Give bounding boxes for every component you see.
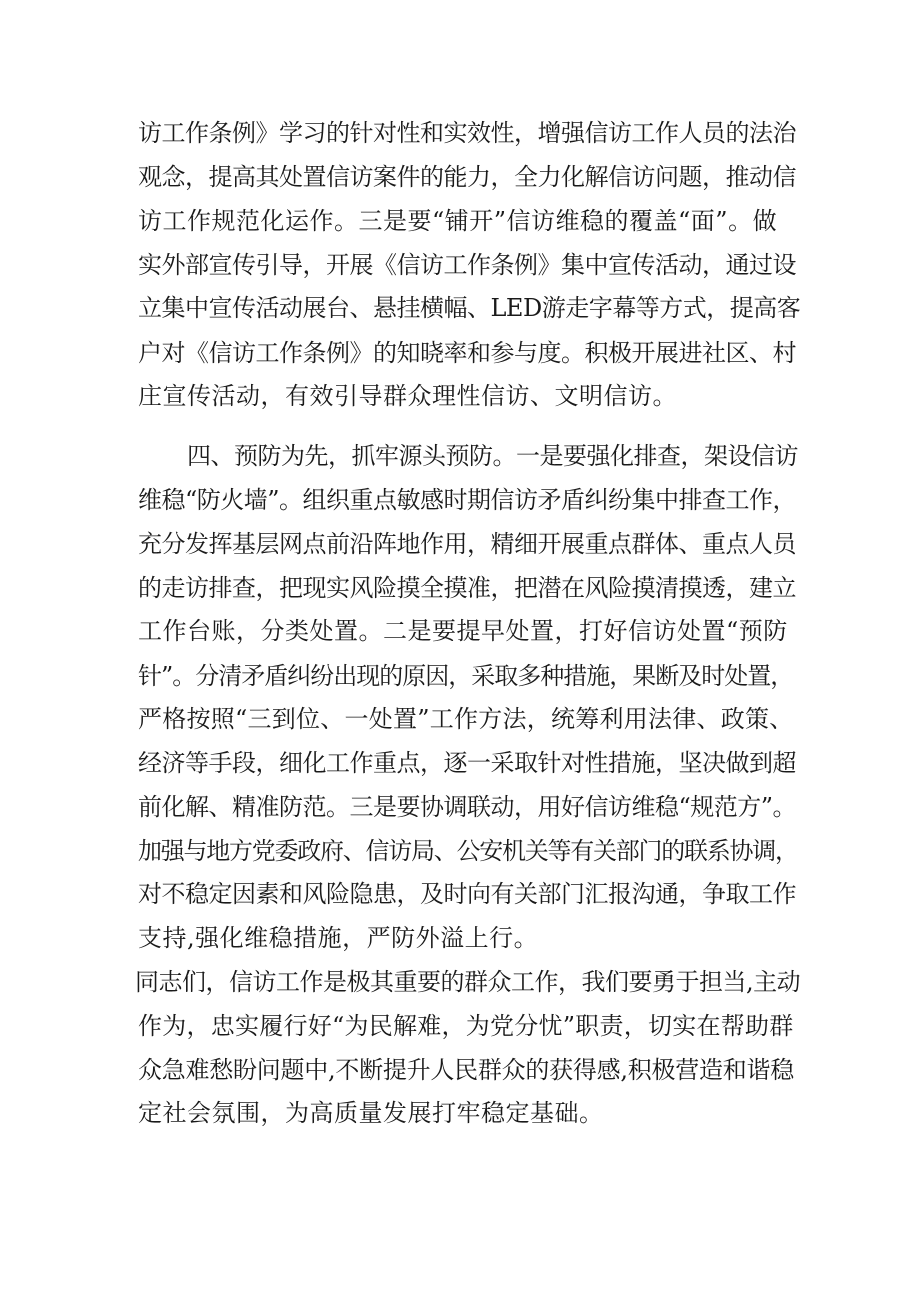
text-line: 访工作规范化运作。三是要“铺开”信访维稳的覆盖“面”。做 [138,207,778,235]
text-line: 众急难愁盼问题中,不断提升人民群众的获得感,积极营造和谐稳 [138,1056,795,1084]
text-line: 经济等手段，细化工作重点，逐一采取针对性措施，坚决做到超 [138,749,796,777]
text-line: 庄宣传活动，有效引导群众理性信访、文明信访。 [138,382,677,410]
text-line: 四、预防为先，抓牢源头预防。一是要强化排查，架设信访 [187,442,798,470]
text-line: 严格按照“三到位、一处置”工作方法，统筹利用法律、政策、 [138,705,794,733]
text-line: 定社会氛围，为高质量发展打牢稳定基础。 [138,1099,604,1127]
text-line: 充分发挥基层网点前沿阵地作用，精细开展重点群体、重点人员 [138,530,796,558]
text-line: 针”。分清矛盾纠纷出现的原因，采取多种措施，果断及时处置， [138,662,794,690]
text-line: 实外部宣传引导，开展《信访工作条例》集中宣传活动，通过设 [138,251,796,279]
text-line: 前化解、精准防范。三是要协调联动，用好信访维稳“规范方”。 [138,793,797,821]
text-line: 维稳“防火墙”。组织重点敏感时期信访矛盾纠纷集中排查工作， [138,486,797,514]
text-line: 的走访排查，把现实风险摸全摸准，把潜在风险摸清摸透，建立 [138,574,796,602]
text-line: 立集中宣传活动展台、悬挂横幅、LED游走字幕等方式，提高客 [138,294,801,322]
text-line: 观念，提高其处置信访案件的能力，全力化解信访问题，推动信 [138,163,796,191]
text-line: 同志们，信访工作是极其重要的群众工作，我们要勇于担当,主动 [135,968,801,996]
text-line: 户对《信访工作条例》的知晓率和参与度。积极开展进社区、村 [138,339,796,367]
text-line: 支持,强化维稳措施，严防外溢上行。 [138,924,539,952]
text-line: 对不稳定因素和风险隐患，及时向有关部门汇报沟通，争取工作 [138,880,796,908]
text-line: 工作台账，分类处置。二是要提早处置，打好信访处置“预防 [138,617,788,645]
text-line: 作为，忠实履行好“为民解难，为党分忧”职责，切实在帮助群 [138,1012,794,1040]
text-line: 加强与地方党委政府、信访局、公安机关等有关部门的联系协调， [138,837,798,865]
text-line: 访工作条例》学习的针对性和实效性，增强信访工作人员的法治 [138,119,796,147]
